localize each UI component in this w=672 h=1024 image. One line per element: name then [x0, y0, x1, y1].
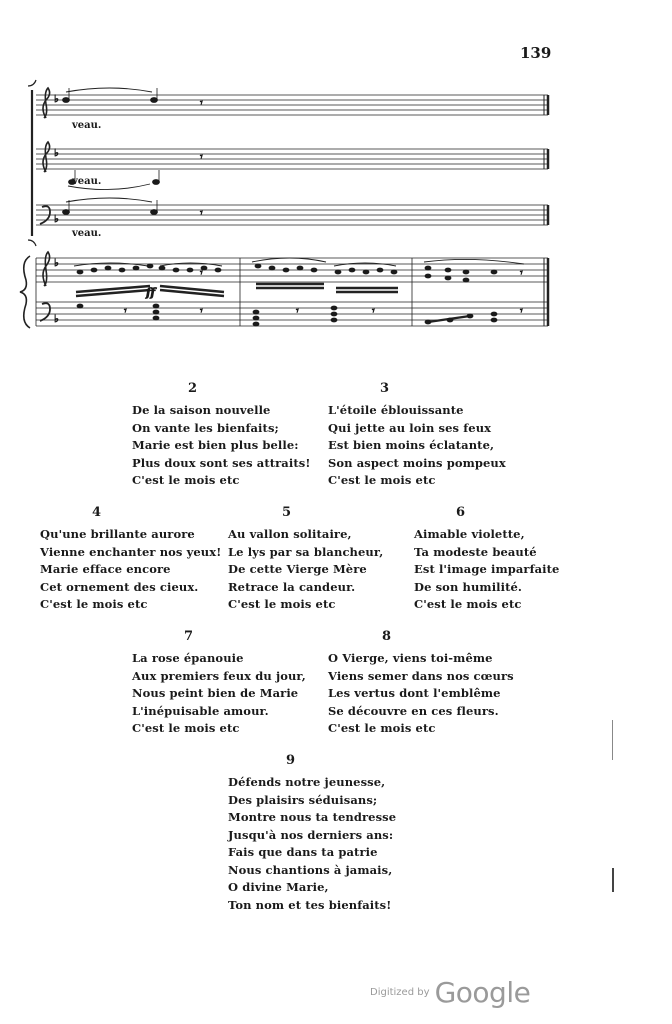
verse-line: L'étoile éblouissante	[328, 403, 464, 417]
verse-line: C'est le mois etc	[40, 597, 148, 611]
verse-line: L'inépuisable amour.	[132, 703, 269, 718]
verse-line: Ta modeste beauté	[414, 544, 537, 559]
verse-line: De cette Vierge Mère	[228, 562, 367, 576]
verse-number: 8	[382, 629, 392, 644]
verse-2	[132, 381, 311, 490]
svg-text:𝄾: 𝄾	[200, 268, 203, 279]
svg-text:𝄾: 𝄾	[520, 268, 523, 279]
verse-number: 4	[92, 505, 102, 520]
verse-line: Montre nous ta tendresse	[228, 810, 397, 824]
staff-3	[36, 205, 548, 225]
svg-text:𝄾: 𝄾	[520, 306, 523, 317]
verse-number: 3	[380, 381, 390, 396]
svg-text:𝄾: 𝄾	[296, 306, 299, 317]
digitized-watermark	[370, 976, 530, 1009]
svg-text:♭: ♭	[54, 148, 59, 159]
verse-line: O divine Marie,	[228, 880, 329, 894]
staff-piano-treble	[36, 258, 548, 282]
svg-text:𝄾: 𝄾	[200, 98, 203, 109]
verse-line: Viens semer dans nos cœurs	[328, 668, 514, 683]
verse-number: 9	[286, 753, 296, 768]
svg-text:𝄾: 𝄾	[124, 306, 127, 317]
svg-text:𝄾: 𝄾	[372, 306, 375, 317]
verse-8	[328, 629, 514, 738]
verse-line: Nous chantions à jamais,	[228, 862, 393, 877]
svg-text:♭: ♭	[54, 94, 59, 105]
verse-line: Cet ornement des cieux.	[40, 579, 199, 594]
verse-line: Le lys par sa blancheur,	[228, 544, 384, 559]
verse-line: Ton nom et tes bienfaits!	[228, 897, 392, 912]
verse-line: Marie efface encore	[40, 562, 171, 576]
verse-line: Les vertus dont l'emblême	[328, 686, 501, 700]
verse-7	[132, 629, 306, 738]
google-logo: Google	[434, 976, 531, 1009]
verse-line: Marie est bien plus belle:	[132, 438, 299, 452]
svg-text:ff: ff	[146, 286, 156, 299]
margin-scan-mark	[612, 868, 614, 892]
verse-5	[228, 505, 384, 614]
verse-line: On vante les bienfaits;	[132, 420, 279, 435]
verse-line: Des plaisirs séduisans;	[228, 792, 378, 807]
verse-line: Qui jette au loin ses feux	[328, 420, 492, 435]
verse-line: La rose épanouie	[132, 651, 244, 665]
verse-line: Défends notre jeunesse,	[228, 775, 386, 789]
verse-line: Aimable violette,	[414, 527, 525, 541]
verse-line: Est bien moins éclatante,	[328, 438, 495, 452]
staff-1	[36, 95, 548, 115]
svg-text:♭: ♭	[54, 214, 59, 225]
lyric-staff-1: veau.	[72, 120, 102, 131]
verse-number: 5	[282, 505, 292, 520]
margin-scan-mark	[612, 720, 613, 760]
verse-line: C'est le mois etc	[414, 597, 522, 611]
verse-line: Son aspect moins pompeux	[328, 455, 506, 470]
svg-text:♭: ♭	[54, 314, 59, 325]
verse-line: C'est le mois etc	[328, 473, 436, 487]
svg-text:𝄾: 𝄾	[200, 306, 203, 317]
verse-line: Vienne enchanter nos yeux!	[40, 544, 222, 559]
verse-line: C'est le mois etc	[228, 597, 336, 611]
svg-text:𝄾: 𝄾	[200, 152, 203, 163]
verse-line: Au vallon solitaire,	[228, 527, 352, 541]
verse-4	[40, 505, 222, 614]
verse-line: Fais que dans ta patrie	[228, 845, 378, 859]
verse-line: Se découvre en ces fleurs.	[328, 703, 499, 718]
verse-line: Retrace la candeur.	[228, 579, 356, 594]
verse-line: Qu'une brillante aurore	[40, 527, 195, 541]
verse-line: O Vierge, viens toi-même	[328, 651, 493, 665]
lyric-staff-2: veau.	[72, 176, 102, 187]
verse-6	[414, 505, 560, 614]
lyric-staff-3: veau.	[72, 228, 102, 239]
verse-number: 2	[188, 381, 198, 396]
verse-line: De son humilité.	[414, 579, 523, 594]
verse-number: 6	[456, 505, 466, 520]
verse-line: Aux premiers feux du jour,	[132, 668, 306, 683]
verse-number: 7	[184, 629, 194, 644]
verse-line: Jusqu'à nos derniers ans:	[228, 827, 394, 842]
verse-line: C'est le mois etc	[328, 721, 436, 735]
verse-9	[228, 753, 397, 914]
svg-text:𝄾: 𝄾	[200, 208, 203, 219]
verse-line: C'est le mois etc	[132, 721, 240, 735]
verse-line: C'est le mois etc	[132, 473, 240, 487]
page-number: 139	[520, 44, 552, 62]
verse-3	[328, 381, 506, 490]
verse-line: Nous peint bien de Marie	[132, 686, 299, 700]
staff-2	[36, 149, 548, 169]
svg-text:♭: ♭	[54, 258, 59, 269]
digitized-label: Digitized by	[370, 987, 430, 998]
verse-line: Plus doux sont ses attraits!	[132, 455, 311, 470]
verse-line: Est l'image imparfaite	[414, 562, 560, 576]
verse-line: De la saison nouvelle	[132, 403, 271, 417]
